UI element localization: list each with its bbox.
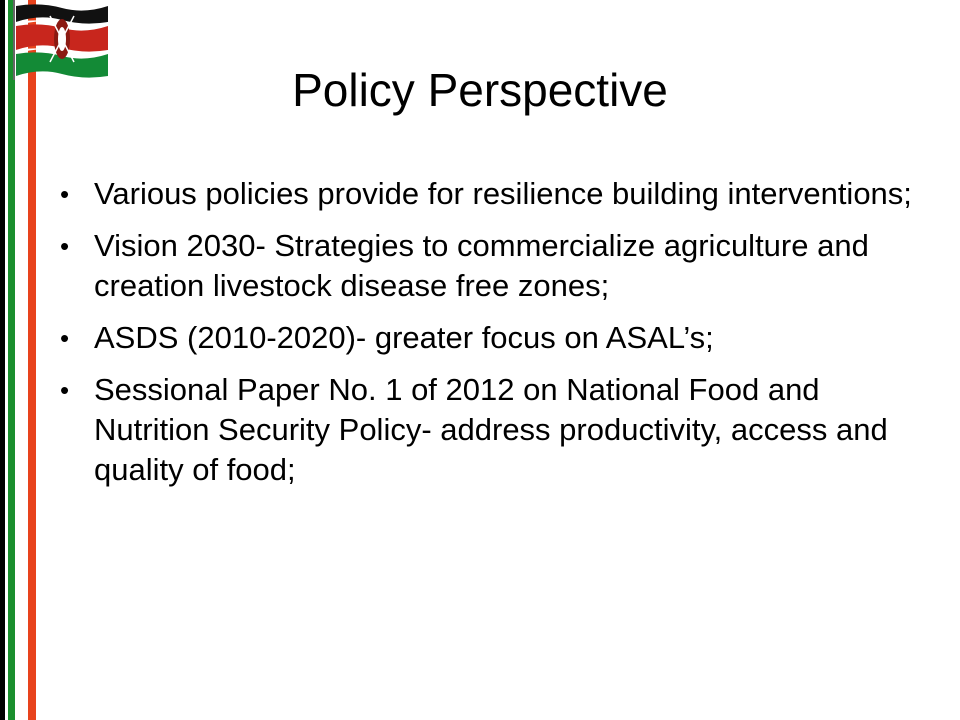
bullet-text: ASDS (2010-2020)- greater focus on ASAL’s; (94, 320, 714, 355)
list-item (60, 370, 920, 490)
list-item (60, 318, 920, 358)
bullet-text: Various policies provide for resilience building interventions; (94, 176, 912, 211)
bullet-text: Vision 2030- Strategies to commercialize agriculture and creation livestock disease free zones; (94, 228, 869, 303)
bullet-list (60, 174, 920, 502)
bullet-icon: • (60, 375, 70, 405)
list-item (60, 174, 920, 214)
bullet-icon: • (60, 179, 70, 209)
bullet-icon: • (60, 231, 70, 261)
slide-title: Policy Perspective (292, 64, 668, 116)
bullet-icon: • (60, 323, 70, 353)
list-item (60, 226, 920, 306)
bullet-text: Sessional Paper No. 1 of 2012 on National Food and Nutrition Security Policy- address productivity, access and quality of food; (94, 372, 888, 487)
